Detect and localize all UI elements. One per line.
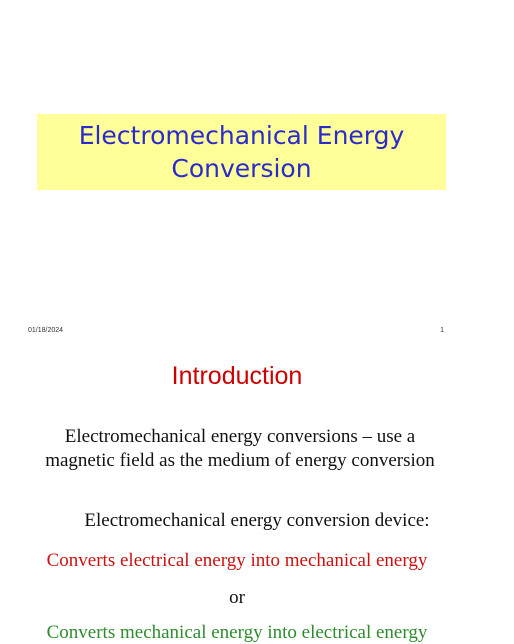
mechanical-to-electrical-line: Converts mechanical energy into electrical energy — [46, 622, 428, 643]
slide-heading: Introduction — [171, 362, 303, 390]
or-separator: or — [229, 587, 245, 608]
intro-paragraph: Electromechanical energy conversions – use a magnetic field as the medium of energy conversion — [45, 426, 435, 471]
electrical-to-mechanical-line: Converts electrical energy into mechanical energy — [46, 550, 428, 571]
device-label: Electromechanical energy conversion device: — [84, 510, 430, 531]
slide-title-line-2: Conversion — [171, 154, 312, 183]
title-slide — [0, 0, 474, 344]
slide-title-line-1: Electromechanical Energy — [78, 121, 405, 150]
title-box — [37, 114, 446, 190]
slide-date: 01/18/2024 — [28, 327, 64, 334]
slide-page-number: 1 — [440, 327, 444, 334]
introduction-slide — [0, 344, 474, 643]
